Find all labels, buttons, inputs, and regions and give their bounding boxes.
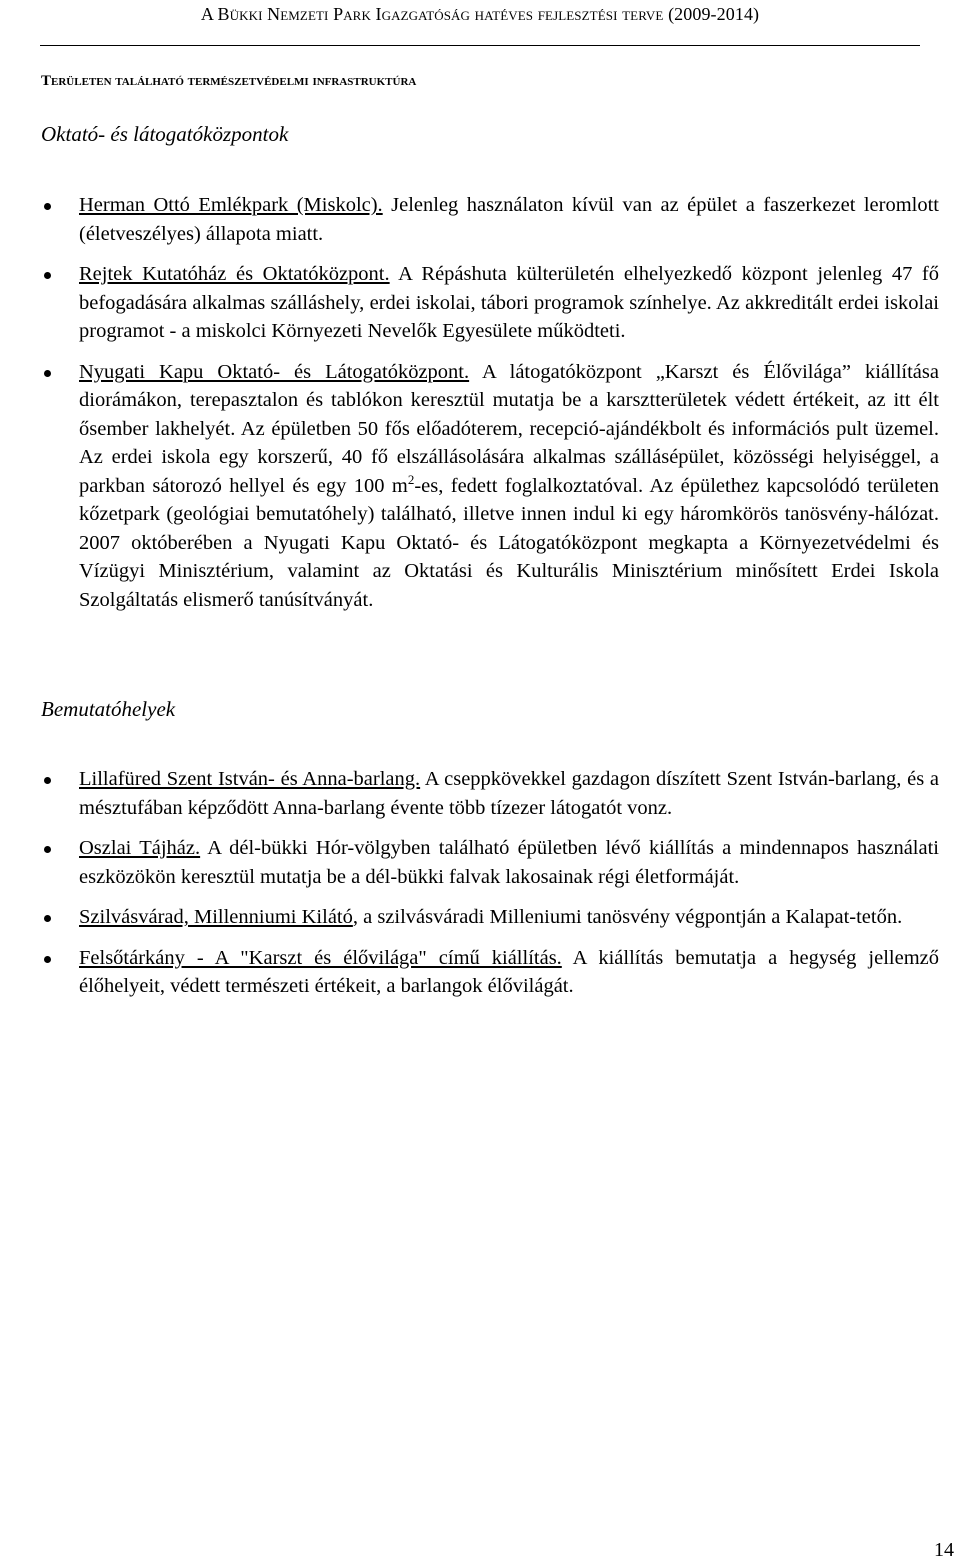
list-item [41, 944, 939, 1001]
item-link[interactable]: Rejtek Kutatóház és Oktatóközpont. [79, 263, 390, 285]
item-link[interactable]: Oszlai Tájház. [79, 837, 201, 859]
list-item [41, 191, 939, 248]
bullet-icon [44, 272, 51, 279]
visitor-centers-list [41, 191, 939, 626]
bullet-icon [44, 956, 51, 963]
list-item [41, 358, 939, 615]
item-link[interactable]: Szilvásvárad, Millenniumi Kilátó [79, 906, 353, 928]
list-item [41, 834, 939, 891]
subheading-visitor-centers: Oktató- és látogatóközpontok [41, 122, 289, 146]
bullet-icon [44, 777, 51, 784]
item-link[interactable]: Felsőtárkány - A "Karszt és élővilága" című kiállítás. [79, 946, 562, 969]
bullet-icon [44, 203, 51, 210]
list-item [41, 903, 939, 932]
page-number: 14 [934, 1539, 954, 1561]
item-text: A cseppkövekkel gazdagon díszített Szent István-barlang, és a mésztufában képződött Anna-barlang évente több tízezer látogatót vonz. [79, 768, 939, 819]
item-text: A kiállítás bemutatja a hegység jellemző élőhelyeit, védett természeti értékeit, a barlangok élővilágát. [79, 946, 939, 997]
item-link[interactable]: Herman Ottó Emlékpark (Miskolc). [79, 194, 383, 216]
item-text-continued: -es, fedett foglalkoztatóval. Az épülethez kapcsolódó területen kőzetpark (geológiai bemutatóhely) található, illetve innen indul ki egy háromkörös tanösvény-hálózat. 2007 októberében a Nyugati Kapu Oktató- és Látogatóközpont megkapta a Környezetvédelmi és Vízügyi Minisztérium, valamint az Oktatási és Kulturális Minisztérium minősített Erdei Iskola Szolgáltatás elismerő tanúsítványát. [79, 474, 939, 611]
item-link[interactable]: Lillafüred Szent István- és Anna-barlang. [79, 768, 421, 790]
item-link[interactable]: Nyugati Kapu Oktató- és Látogatóközpont. [79, 360, 470, 383]
superscript: 2 [407, 471, 415, 487]
section-title: Területen található természetvédelmi infrastruktúra [41, 73, 417, 89]
bullet-icon [44, 370, 51, 377]
running-header: A Bükki Nemzeti Park Igazgatóság hatéves fejlesztési terve (2009-2014) [200, 4, 760, 24]
item-text: Jelenleg használaton kívül van az épület a faszerkezet leromlott (életveszélyes) állapota miatt. [79, 194, 939, 245]
list-item [41, 765, 939, 822]
subheading-exhibition-sites: Bemutatóhelyek [41, 697, 176, 721]
bullet-icon [44, 915, 51, 922]
item-text: A dél-bükki Hór-völgyben található épületben lévő kiállítás a mindennapos használati eszközökön keresztül mutatja be a dél-bükki falvak lakosainak régi életformáját. [79, 837, 939, 888]
bullet-icon [44, 846, 51, 853]
item-text: A Répáshuta külterületén elhelyezkedő központ jelenleg 47 fő befogadására alkalmas szálláshely, erdei iskolai, tábori programok színhelye. Az akkreditált erdei iskolai programot - a miskolci Környezeti Nevelők Egyesülete működteti. [79, 263, 940, 342]
header-divider [40, 45, 920, 46]
exhibition-sites-list [41, 765, 939, 1013]
list-item [41, 260, 939, 346]
item-text: , a szilvásváradi Milleniumi tanösvény végpontján a Kalapat-tetőn. [352, 906, 903, 928]
item-text: A látogatóközpont „Karszt és Élővilága” kiállítása diorámákon, terepasztalon és tablókon keresztül mutatja be a karsztterületek védett értékeit, az itt élt ősember lakhelyét. Az épületben 50 fős előadóterem, recepció-ajándékbolt és információs pult üzemel. Az erdei iskola egy korszerű, 40 fő elszállásolására alkalmas szállásépület, közösségi helyiséggel, a parkban sátorozó hellyel és egy 100 m [79, 360, 939, 497]
